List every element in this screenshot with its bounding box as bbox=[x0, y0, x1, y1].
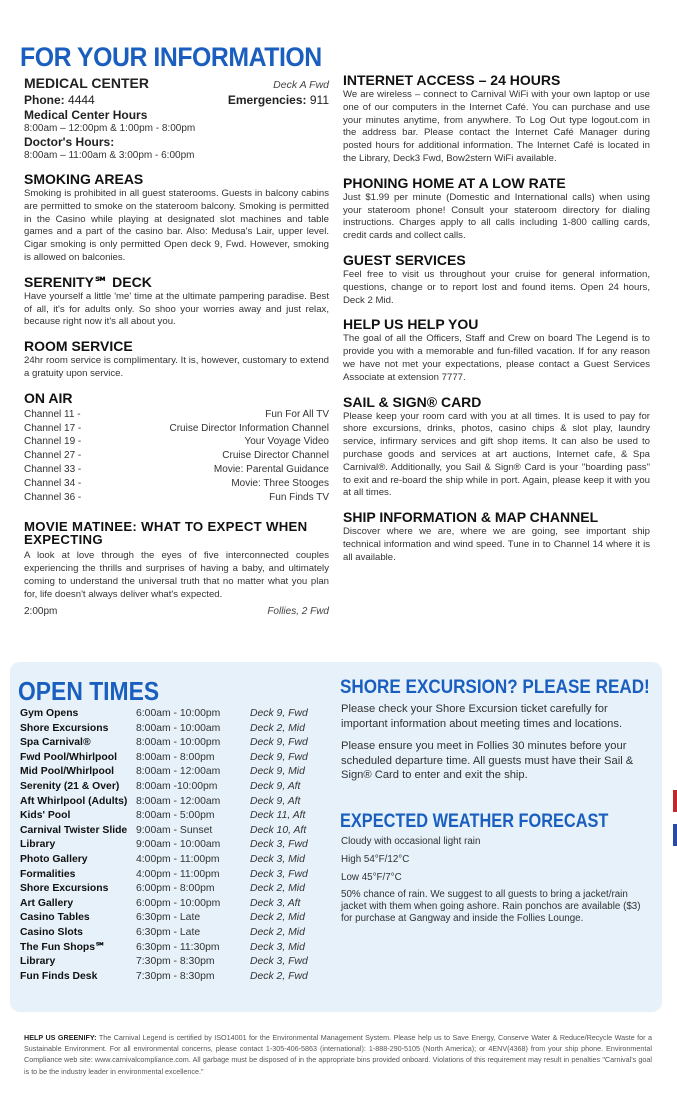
channel-row: Channel 36 - Fun Finds TV bbox=[24, 491, 329, 503]
right-column bbox=[343, 72, 650, 574]
greenify-footer bbox=[24, 1032, 652, 1077]
guest-services-text: Feel free to visit us throughout your cruise for general information, questions, change or to report lost and found items. Open 24 hours, Deck 2 Mid. bbox=[343, 268, 650, 306]
room-service-text: 24hr room service is complimentary. It is, however, customary to extend a gratuity upon service. bbox=[24, 355, 329, 379]
internet-text: We are wireless – connect to Carnival WiFi with your own laptop or use one of our computers in the Internet Café. You can purchase and use your minutes anytime, from anywhere. To Log Out type logout.com in the address bar. Please contact the Internet Café Manager during posted hours for additional information. The Internet Café is located in the Library, Deck3 Fwd, Bow2stern WiFi available. bbox=[343, 89, 650, 164]
table-row: Fwd Pool/Whirlpool 8:00am - 8:00pm Deck 9, Fwd bbox=[20, 751, 308, 763]
table-row: Casino Tables 6:30pm - Late Deck 2, Mid bbox=[20, 912, 305, 924]
shore-excursion-text-1: Please check your Shore Excursion ticket carefully for important information about meeting times and locations. bbox=[341, 703, 623, 730]
ship-info-text: Discover where we are, where we are going, see important ship technical information and wind speed. Tune in to Channel 14 where it is all available. bbox=[343, 526, 650, 563]
help-title: HELP US HELP YOU bbox=[343, 316, 479, 333]
medical-hours-title: Medical Center Hours bbox=[24, 108, 148, 122]
channel-list bbox=[24, 408, 329, 505]
internet-title: INTERNET ACCESS – 24 HOURS bbox=[343, 72, 561, 88]
on-air-section bbox=[24, 390, 329, 505]
room-service-section bbox=[24, 338, 329, 381]
footer-text: The Carnival Legend is certified by ISO14001 for the Environmental Management System. Please help us to Save Energy, Conserve Water & Reduce/Recycle Waste for a Sustainable Environment. For all environmental concerns, please contact 1-305-406-5863 (international): 1-888-290-5105 (North America); or 4ENV(4368) from your ship phone. Environmental Compliance web site: www.carnivalcompliance.com. All garbage must be disposed of in the appropriate bins provided onboard. Violations of this requirement may result in penalties "Carnival's goal is to be the industry leader in environmental excellence." bbox=[24, 1033, 652, 1076]
table-row: Photo Gallery 4:00pm - 11:00pm Deck 3, Mid bbox=[20, 853, 305, 865]
channel-row: Channel 34 - Movie: Three Stooges bbox=[24, 477, 329, 489]
help-section bbox=[343, 316, 650, 384]
smoking-title: SMOKING AREAS bbox=[24, 171, 144, 187]
weather-forecast bbox=[341, 835, 653, 926]
table-row: Shore Excursions 6:00pm - 8:00pm Deck 2, Mid bbox=[20, 883, 305, 895]
matinee-text: A look at love through the eyes of five interconnected couples experiencing the thrills and surprises of having a baby, and ultimately coming to understand the universal truth that no matter what you plan for, life doesn't always deliver what's expected. bbox=[24, 550, 329, 600]
medical-hours: 8:00am – 12:00pm & 1:00pm - 8:00pm bbox=[24, 123, 196, 134]
table-row: Mid Pool/Whirlpool 8:00am - 12:00am Deck 9, Mid bbox=[20, 766, 305, 778]
channel-row: Channel 33 - Movie: Parental Guidance bbox=[24, 463, 329, 475]
footer-lead: HELP US GREENIFY: bbox=[24, 1033, 97, 1042]
smoking-section bbox=[24, 171, 329, 265]
phoning-section bbox=[343, 175, 650, 243]
table-row: Library 9:00am - 10:00am Deck 3, Fwd bbox=[20, 839, 308, 851]
serenity-text: Have yourself a little 'me' time at the ultimate pampering paradise. Best of all, it's for adults only. So shoo your worries away and just relax, because right now it's all about you. bbox=[24, 290, 329, 328]
sail-sign-text: Please keep your room card with you at all times. It is used to pay for shore excursions, drinks, photos, casino chips & slot play, laundry service, infirmary services and gift shop items. It can also be used to purchase goods and services at art auctions, Internet cafe, & Spa Carnival®. Additionally, you Sail & Sign® Card is your "boarding pass" to exit and re-board the ship while in port. Again, please keep it with you at all times. bbox=[343, 410, 650, 499]
edge-tab-red bbox=[673, 790, 677, 812]
table-row: Kids' Pool 8:00am - 5:00pm Deck 11, Aft bbox=[20, 810, 306, 822]
help-text: The goal of all the Officers, Staff and Crew on board The Legend is to provide you with a memorable and fun-filled vacation. If for any reason we have not met your expectations, please contact a Guest Services Associate at extension 7777. bbox=[343, 333, 650, 383]
channel-row: Channel 19 - Your Voyage Video bbox=[24, 436, 329, 448]
weather-condition: Cloudy with occasional light rain bbox=[341, 836, 481, 847]
phoning-title: PHONING HOME AT A LOW RATE bbox=[343, 174, 566, 191]
emergency-label: Emergencies: bbox=[227, 93, 307, 107]
shore-excursion-title: SHORE EXCURSION? PLEASE READ! bbox=[340, 677, 650, 698]
table-row: Fun Finds Desk 7:30pm - 8:30pm Deck 2, Fwd bbox=[20, 970, 308, 982]
open-times-title: OPEN TIMES bbox=[18, 676, 160, 706]
table-row: Shore Excursions 8:00am - 10:00am Deck 2, Mid bbox=[20, 722, 305, 734]
serenity-title: SERENITY℠ DECK bbox=[24, 273, 152, 290]
table-row: Formalities 4:00pm - 11:00pm Deck 3, Fwd bbox=[20, 868, 308, 880]
emergency-number: 911 bbox=[309, 93, 329, 107]
channel-row: Channel 17 - Cruise Director Information Channel bbox=[24, 422, 329, 434]
left-column bbox=[24, 76, 329, 626]
shore-excursion-text-2: Please ensure you meet in Follies 30 minutes before your scheduled departure time. All guests must have their Sail & Sign® Card to enter and exit the ship. bbox=[341, 740, 634, 781]
channel-row: Channel 11 - Fun For All TV bbox=[24, 408, 329, 420]
edge-tab-blue bbox=[673, 824, 677, 846]
matinee-time: 2:00pm bbox=[24, 605, 58, 617]
smoking-text: Smoking is prohibited in all guest staterooms. Guests in balcony cabins are permitted to smoke on the stateroom balcony. Smoking is permitted in the Casino while playing at designated slot machines and table games and a part of the casino bar. Also: Medusa's Lair, upper level. Cigar smoking is only permitted Open deck 9, Fwd. However, smoking is allowed on balconies. bbox=[24, 188, 329, 263]
movie-matinee-section bbox=[24, 520, 329, 616]
weather-title: EXPECTED WEATHER FORECAST bbox=[340, 811, 609, 832]
medical-title: MEDICAL CENTER bbox=[24, 75, 149, 91]
weather-text: 50% chance of rain. We suggest to all guests to bring a jacket/rain jacket with them when going ashore. Rain ponchos are available ($3) for purchase at Gangway and inside the Follies Lounge. bbox=[341, 889, 641, 925]
ship-info-section bbox=[343, 509, 650, 564]
table-row: Carnival Twister Slide 9:00am - Sunset Deck 10, Aft bbox=[20, 824, 307, 836]
medical-center-section bbox=[24, 76, 329, 162]
weather-high: High 54°F/12°C bbox=[341, 854, 410, 865]
phoning-text: Just $1.99 per minute (Domestic and International calls) when using your stateroom phone! Consult your stateroom directory for dialing instructions. Charges apply to all calls including 1-800 calling cards, credit cards and collect calls. bbox=[343, 191, 650, 242]
channel-row: Channel 27 - Cruise Director Channel bbox=[24, 450, 329, 462]
internet-section bbox=[343, 72, 650, 166]
doctor-hours: 8:00am – 11:00am & 3:00pm - 6:00pm bbox=[24, 150, 195, 161]
table-row: Spa Carnival® 8:00am - 10:00pm Deck 9, Fwd bbox=[20, 737, 308, 749]
phone-label: Phone: bbox=[24, 93, 65, 107]
table-row: The Fun Shops℠ 6:30pm - 11:30pm Deck 3, Mid bbox=[20, 941, 305, 953]
sail-sign-title: SAIL & SIGN® CARD bbox=[343, 393, 482, 410]
table-row: Gym Opens 6:00am - 10:00pm Deck 9, Fwd bbox=[20, 708, 308, 719]
on-air-title: ON AIR bbox=[24, 389, 73, 406]
table-row: Art Gallery 6:00pm - 10:00pm Deck 3, Aft bbox=[20, 897, 301, 909]
table-row: Casino Slots 6:30pm - Late Deck 2, Mid bbox=[20, 926, 305, 938]
table-row: Aft Whirlpool (Adults) 8:00am - 12:00am Deck 9, Aft bbox=[20, 795, 301, 807]
table-row: Serenity (21 & Over) 8:00am -10:00pm Deck 9, Aft bbox=[20, 780, 301, 792]
weather-low: Low 45°F/7°C bbox=[341, 872, 402, 883]
guest-services-section bbox=[343, 252, 650, 307]
matinee-title: MOVIE MATINEE: WHAT TO EXPECT WHEN EXPECTING bbox=[24, 519, 308, 548]
room-service-title: ROOM SERVICE bbox=[24, 338, 133, 355]
shore-excursion-notice bbox=[341, 702, 653, 791]
serenity-section bbox=[24, 274, 329, 329]
open-times-table bbox=[20, 707, 320, 984]
phone-number: 4444 bbox=[68, 93, 95, 107]
sail-sign-section bbox=[343, 394, 650, 501]
doctor-hours-title: Doctor's Hours: bbox=[24, 135, 115, 149]
table-row: Library 7:30pm - 8:30pm Deck 3, Fwd bbox=[20, 956, 308, 968]
page-title: FOR YOUR INFORMATION bbox=[20, 42, 322, 72]
guest-services-title: GUEST SERVICES bbox=[343, 251, 466, 268]
matinee-place: Follies, 2 Fwd bbox=[267, 605, 329, 617]
medical-location: Deck A Fwd bbox=[273, 79, 329, 91]
ship-info-title: SHIP INFORMATION & MAP CHANNEL bbox=[343, 509, 599, 526]
